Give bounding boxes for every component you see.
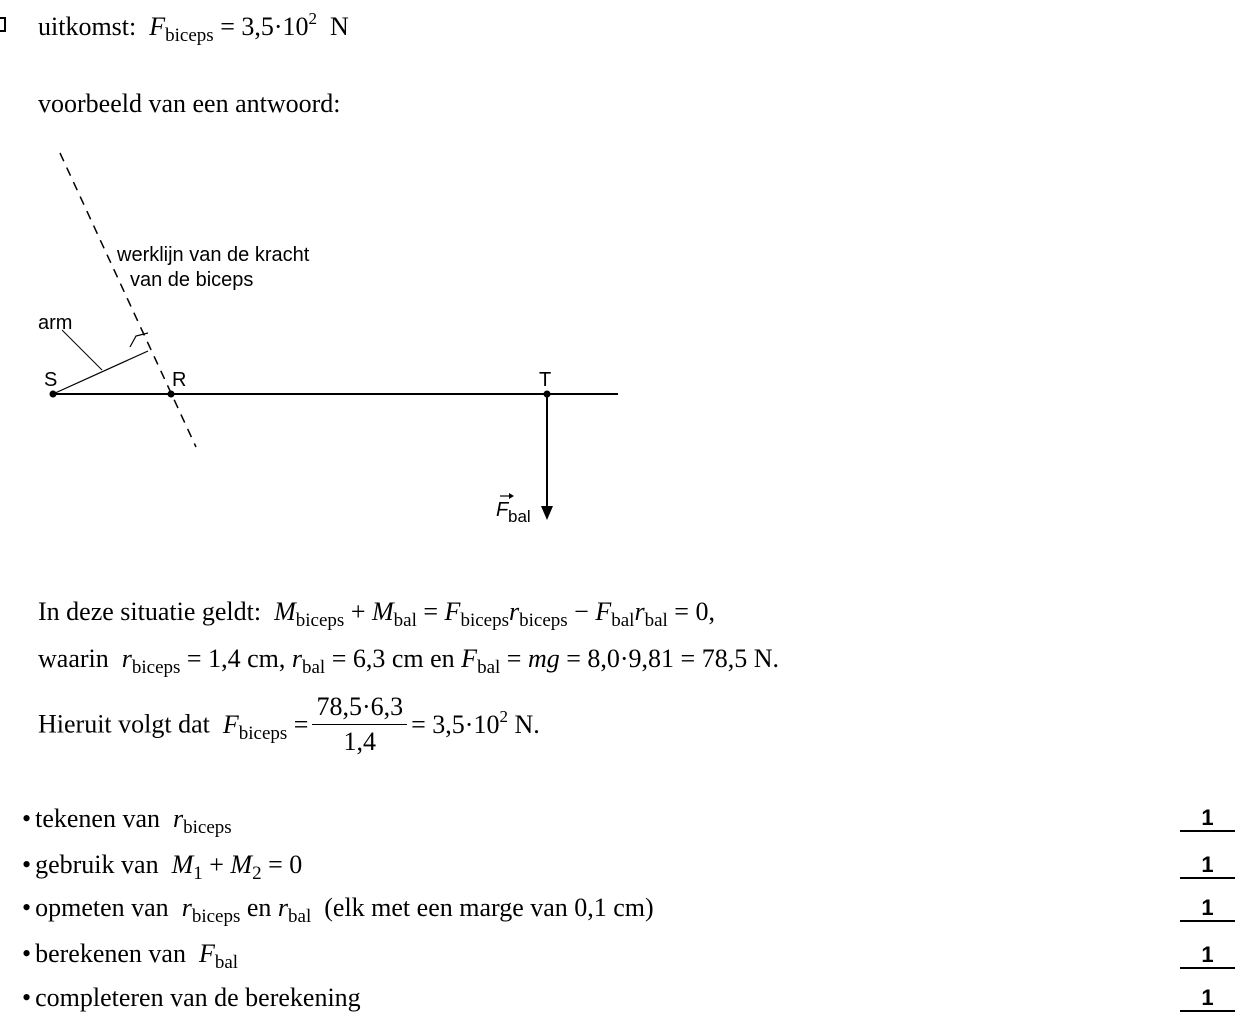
- label-arm: arm: [38, 312, 73, 334]
- arm-leader: [62, 330, 102, 370]
- criterion-3-text: opmeten van: [35, 893, 169, 922]
- example-heading: voorbeeld van een antwoord:: [38, 89, 341, 118]
- biceps-diagram: [0, 140, 640, 540]
- uitkomst-unit: N: [330, 12, 349, 41]
- criterion-1-score: 1: [1180, 806, 1235, 832]
- uitkomst-line: [38, 9, 349, 46]
- checkbox-marker: [0, 17, 6, 32]
- explanation-line-1-prefix: In deze situatie geldt:: [38, 597, 262, 626]
- criterion-5-text: completeren van de berekening: [35, 983, 361, 1012]
- criterion-2: • gebruik van $M_1 + M_2 = 0$: [22, 850, 303, 884]
- label-R: R: [172, 369, 187, 391]
- uitkomst-sub: biceps: [165, 25, 214, 46]
- uitkomst-label: uitkomst:: [38, 12, 137, 41]
- criterion-2-score: 1: [1180, 853, 1235, 879]
- explanation-line-3: Hieruit volgt dat $F_{biceps}$ = $\frac{78,5\cdot 6,3}{1,4}$ = $3,5\cdot 10^2$ N.: [38, 690, 540, 759]
- fraction: [312, 690, 407, 759]
- result-exp: 2: [499, 706, 508, 726]
- arm-segment: [53, 351, 148, 394]
- uitkomst-exp: 2: [308, 9, 318, 28]
- criterion-2-text: gebruik van: [35, 850, 159, 879]
- label-T: T: [539, 369, 552, 391]
- label-line-of-action-2: van de biceps: [130, 269, 254, 291]
- explanation-line-2: waarin $r_{biceps} = 1,4$ cm, $r_{bal} = 6,3$ cm en $F_{bal}$ = mg = 8,0·9,81 = 78,5 N.: [38, 644, 779, 678]
- point-S: [50, 391, 57, 398]
- criterion-4-text: berekenen van: [35, 939, 186, 968]
- criterion-5-score: 1: [1180, 986, 1235, 1012]
- explanation-line-2-prefix: waarin: [38, 644, 109, 673]
- label-line-of-action: werklijn van de kracht: [117, 244, 310, 266]
- criterion-4: • berekenen van $F_{bal}$: [22, 939, 239, 973]
- label-S: S: [44, 369, 58, 391]
- vector-bar-head: [509, 493, 514, 499]
- force-arrow-head: [541, 506, 553, 520]
- point-R: [168, 391, 175, 398]
- uitkomst-symbol: F: [149, 12, 166, 41]
- criterion-1-text: tekenen van: [35, 804, 160, 833]
- uitkomst-value: = 3,5·10: [220, 12, 309, 41]
- line-of-action: [60, 153, 196, 447]
- label-F-sub: bal: [508, 507, 531, 526]
- criterion-3: • opmeten van $r_{biceps}$ en $r_{bal}$ (elk met een marge van 0,1 cm): [22, 893, 654, 927]
- result-value: = 3,5·10: [411, 709, 500, 739]
- criterion-5: • completeren van de berekening: [22, 983, 361, 1012]
- explanation-line-1: In deze situatie geldt: $M_{biceps} + M_{bal} = F_{biceps}r_{biceps} - F_{bal}r_{bal} = 0$,: [38, 597, 715, 631]
- criterion-4-score: 1: [1180, 943, 1235, 969]
- result-unit: N.: [514, 709, 540, 739]
- explanation-line-3-prefix: Hieruit volgt dat: [38, 709, 210, 739]
- label-F: F: [496, 499, 509, 521]
- criterion-3-score: 1: [1180, 896, 1235, 922]
- fraction-denominator: 1,4: [343, 727, 377, 756]
- criterion-1: • tekenen van $r_{biceps}$: [22, 804, 232, 838]
- right-angle-marker: [130, 333, 148, 347]
- fraction-numerator: 78,5·6,3: [312, 690, 407, 725]
